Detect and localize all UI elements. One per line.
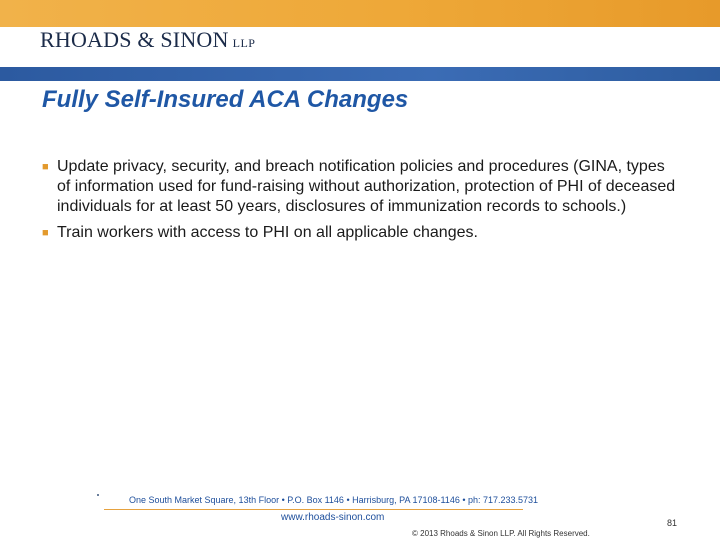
firm-logo xyxy=(40,28,255,52)
bullet-item xyxy=(42,157,682,217)
footer-divider xyxy=(104,509,523,510)
logo-wordmark: RHOADS & SINON xyxy=(40,27,229,52)
footer-website-link[interactable]: www.rhoads-sinon.com xyxy=(281,512,385,523)
bullet-list xyxy=(42,157,682,249)
footer-dot xyxy=(97,494,99,496)
bullet-text: Train workers with access to PHI on all applicable changes. xyxy=(57,224,478,241)
square-bullet-icon: ■ xyxy=(42,227,49,239)
logo-suffix: LLP xyxy=(232,36,256,50)
square-bullet-icon: ■ xyxy=(42,161,49,173)
footer-address: One South Market Square, 13th Floor • P.O. Box 1146 • Harrisburg, PA 17108-1146 • ph: 717.233.5731 xyxy=(129,495,539,505)
bullet-text: Update privacy, security, and breach notification policies and procedures (GINA, types of information used for fund-raising without authorization, protection of PHI of deceased individuals for at least 50 years, disclosures of immunization records to schools.) xyxy=(57,158,676,215)
bullet-item xyxy=(42,223,682,243)
slide-title: Fully Self-Insured ACA Changes xyxy=(42,86,409,113)
copyright-notice: © 2013 Rhoads & Sinon LLP. All Rights Reserved. xyxy=(412,529,590,538)
top-accent-band xyxy=(0,0,720,27)
header-rule xyxy=(0,67,720,81)
page-number: 81 xyxy=(667,518,678,528)
